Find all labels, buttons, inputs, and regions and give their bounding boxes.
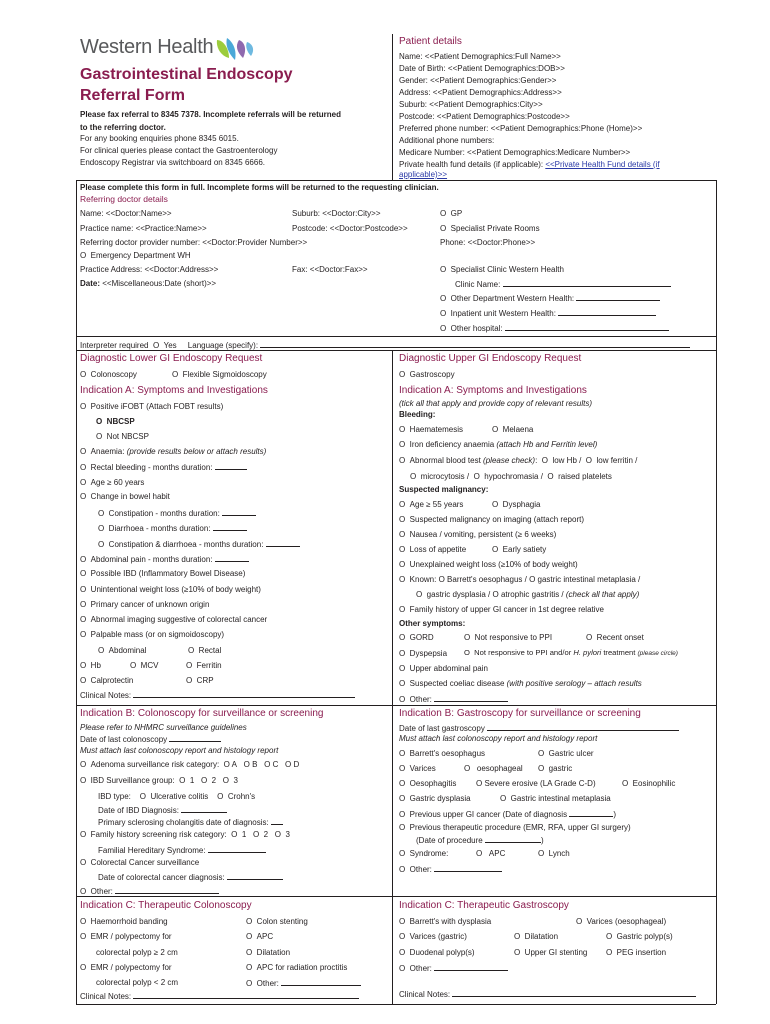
gord-option[interactable]: O GORD bbox=[399, 633, 434, 642]
must-attach-note: Must attach last colonoscopy report and histology report bbox=[80, 746, 279, 755]
divider bbox=[76, 1004, 716, 1005]
gastric-polyp-option[interactable]: O Gastric polyp(s) bbox=[606, 932, 673, 941]
divider bbox=[76, 180, 716, 181]
barretts-oes-option[interactable]: O Barrett's oesophagus bbox=[399, 749, 486, 758]
language-input[interactable] bbox=[260, 340, 690, 348]
apc-option[interactable]: O APC bbox=[246, 932, 274, 941]
lower-c-notes[interactable]: Clinical Notes: bbox=[80, 991, 359, 1001]
booking-info: For any booking enquiries phone 8345 6015. bbox=[80, 134, 239, 143]
melaena-option[interactable]: O Melaena bbox=[492, 425, 534, 434]
patient-gender: Gender: <<Patient Demographics:Gender>> bbox=[399, 76, 557, 85]
ugi-stent-option[interactable]: O Upper GI stenting bbox=[514, 948, 588, 957]
upper-c-notes[interactable]: Clinical Notes: bbox=[399, 989, 696, 999]
eosinophilic-option[interactable]: O Eosinophilic bbox=[622, 779, 676, 788]
microcytosis-option[interactable]: O microcytosis / bbox=[410, 472, 470, 481]
doctor-title: Referring doctor details bbox=[80, 194, 168, 204]
gastric-option[interactable]: O gastric bbox=[538, 764, 573, 773]
doctor-suburb: Suburb: <<Doctor:City>> bbox=[292, 209, 381, 218]
form-title-line2: Referral Form bbox=[80, 87, 185, 104]
emr-large-option[interactable]: O EMR / polypectomy for bbox=[80, 932, 172, 941]
apc-radiation-option[interactable]: O APC for radiation proctitis bbox=[246, 963, 348, 972]
divider bbox=[76, 350, 716, 351]
varices-option[interactable]: O Varices bbox=[399, 764, 436, 773]
abn-imaging-option[interactable]: O Abnormal imaging suggestive of colorectal cancer bbox=[80, 615, 268, 624]
upper-must-attach-note: Must attach last colonoscopy report and histology report bbox=[399, 734, 598, 743]
nausea-option[interactable]: O Nausea / vomiting, persistent (≥ 6 weeks) bbox=[399, 530, 557, 539]
other-dept-option[interactable]: O Other Department Western Health: bbox=[440, 293, 660, 303]
low-ferritin-option[interactable]: O low ferritin / bbox=[585, 456, 638, 465]
family-history-row: O Family history screening risk category: O 1 O 2 O 3 bbox=[80, 830, 290, 839]
gim-b-option[interactable]: O Gastric intestinal metaplasia bbox=[500, 794, 611, 803]
upper-abdo-pain-option[interactable]: O Upper abdominal pain bbox=[399, 664, 488, 673]
lower-gi-title: Diagnostic Lower GI Endoscopy Request bbox=[80, 353, 263, 364]
prev-ther-option[interactable]: O Previous therapeutic procedure (EMR, RFA, upper GI surgery) bbox=[399, 823, 631, 832]
ibd-date-field[interactable]: Date of IBD Diagnosis: bbox=[98, 805, 227, 815]
suspected-label: Suspected malignancy: bbox=[399, 485, 489, 494]
patient-additional-phone: Additional phone numbers: bbox=[399, 136, 495, 145]
const-diarr-option[interactable]: O Constipation & diarrhoea - months duration: bbox=[98, 539, 300, 549]
weight-loss-option[interactable]: O Unintentional weight loss (≥10% of body weight) bbox=[80, 585, 261, 594]
adenoma-b[interactable]: O B bbox=[243, 760, 258, 769]
patient-dob: Date of Birth: <<Patient Demographics:DOB>> bbox=[399, 64, 565, 73]
upper-ind-b-title: Indication B: Gastroscopy for surveillance or screening bbox=[399, 708, 641, 719]
fax-note-2: to the referring doctor. bbox=[80, 123, 166, 132]
lower-ind-a-title: Indication A: Symptoms and Investigations bbox=[80, 385, 268, 396]
specialist-option[interactable]: O Specialist Private Rooms bbox=[440, 224, 540, 233]
practice-name: Practice name: <<Practice:Name>> bbox=[80, 224, 207, 233]
doctor-postcode: Postcode: <<Doctor:Postcode>> bbox=[292, 224, 408, 233]
lower-ind-b-title: Indication B: Colonoscopy for surveillance or screening bbox=[80, 708, 324, 719]
susp-imaging-option[interactable]: O Suspected malignancy on imaging (attach report) bbox=[399, 515, 584, 524]
colonoscopy-option[interactable]: O Colonoscopy bbox=[80, 370, 137, 379]
emergency-option[interactable]: O Emergency Department WH bbox=[80, 251, 191, 260]
peg-option[interactable]: O PEG insertion bbox=[606, 948, 667, 957]
emr-small-option[interactable]: O EMR / polypectomy for bbox=[80, 963, 172, 972]
patient-name: Name: <<Patient Demographics:Full Name>> bbox=[399, 52, 561, 61]
clinical-info: For clinical queries please contact the Gastroenterology bbox=[80, 146, 278, 155]
patient-title: Patient details bbox=[399, 36, 462, 47]
low-hb-option[interactable]: O low Hb / bbox=[541, 456, 582, 465]
health-fund-link-2[interactable]: applicable)>> bbox=[399, 170, 448, 179]
spec-clinic-option[interactable]: O Specialist Clinic Western Health bbox=[440, 265, 564, 274]
appetite-option[interactable]: O Loss of appetite bbox=[399, 545, 467, 554]
ibd-group-1[interactable]: O 1 bbox=[179, 776, 195, 785]
calprotectin-option[interactable]: O Calprotectin bbox=[80, 676, 134, 685]
coeliac-option[interactable]: O Suspected coeliac disease (with positive serology – attach results bbox=[399, 679, 642, 688]
family-2[interactable]: O 2 bbox=[252, 830, 269, 839]
dilatation-option[interactable]: O Dilatation bbox=[246, 948, 291, 957]
gim-option[interactable]: O gastric intestinal metaplasia / bbox=[529, 575, 641, 584]
interpreter-yes[interactable]: O Yes bbox=[152, 341, 177, 350]
varices-gas-option[interactable]: O Varices (gastric) bbox=[399, 932, 467, 941]
abdo-pain-option[interactable]: O Abdominal pain - months duration: bbox=[80, 554, 249, 564]
ibd-group-3[interactable]: O 3 bbox=[222, 776, 238, 785]
gastric-dys-option[interactable]: O Gastric dysplasia bbox=[399, 794, 471, 803]
logo bbox=[80, 36, 260, 66]
logo-mark-icon bbox=[213, 36, 257, 62]
fax-note: Please fax referral to 8345 7378. Incomplete referrals will be returned bbox=[80, 110, 342, 119]
adenoma-row: O Adenoma surveillance risk category: O A O B O C O D bbox=[80, 760, 300, 769]
barretts-dys-option[interactable]: O Barrett's with dysplasia bbox=[399, 917, 492, 926]
oesophagitis-option[interactable]: O Oesophagitis bbox=[399, 779, 457, 788]
gastric-ulcer-option[interactable]: O Gastric ulcer bbox=[538, 749, 594, 758]
prev-upper-option[interactable]: O Previous upper GI cancer (Date of diagnosis ) bbox=[399, 810, 616, 819]
nhmrc-note: Please refer to NHMRC surveillance guidelines bbox=[80, 723, 247, 732]
constipation-option[interactable]: O Constipation - months duration: bbox=[98, 508, 256, 518]
adenoma-c[interactable]: O C bbox=[264, 760, 279, 769]
hb-option[interactable]: O Hb bbox=[80, 661, 101, 670]
logo-text: Western Health bbox=[80, 36, 214, 58]
family-3[interactable]: O 3 bbox=[274, 830, 290, 839]
health-fund-label: Private health fund details (if applicable): bbox=[399, 160, 546, 169]
recent-onset-option[interactable]: O Recent onset bbox=[586, 633, 644, 642]
age55-option[interactable]: O Age ≥ 55 years bbox=[399, 500, 464, 509]
upper-ind-c-title: Indication C: Therapeutic Gastroscopy bbox=[399, 900, 569, 911]
patient-suburb: Suburb: <<Patient Demographics:City>> bbox=[399, 100, 543, 109]
abn-blood-row-2 bbox=[410, 472, 612, 481]
nbcsp-option[interactable]: O NBCSP bbox=[96, 417, 135, 426]
mcv-option[interactable]: O MCV bbox=[130, 661, 159, 670]
divider bbox=[392, 34, 393, 180]
clinic-name-field[interactable]: Clinic Name: bbox=[455, 279, 671, 289]
gord-not-ppi-option[interactable]: O Not responsive to PPI bbox=[464, 633, 553, 642]
barretts-option[interactable]: O Barrett's oesophagus / bbox=[438, 575, 527, 584]
severe-erosive-option[interactable]: O Severe erosive (LA Grade C-D) bbox=[476, 779, 596, 788]
family-1[interactable]: O 1 bbox=[231, 830, 247, 839]
upper-weight-option[interactable]: O Unexplained weight loss (≥10% of body weight) bbox=[399, 560, 578, 569]
doctor-phone: Phone: <<Doctor:Phone>> bbox=[440, 238, 536, 247]
lynch-option[interactable]: O Lynch bbox=[538, 849, 570, 858]
inpatient-option[interactable]: O Inpatient unit Western Health: bbox=[440, 308, 656, 318]
ibd-group-2[interactable]: O 2 bbox=[200, 776, 217, 785]
dysphagia-option[interactable]: O Dysphagia bbox=[492, 500, 541, 509]
fam-hist-option[interactable]: O Family history of upper GI cancer in 1st degree relative bbox=[399, 605, 604, 614]
dilatation-upper-option[interactable]: O Dilatation bbox=[514, 932, 559, 941]
practice-address: Practice Address: <<Doctor:Address>> bbox=[80, 265, 219, 274]
emr-large-size: colorectal polyp ≥ 2 cm bbox=[96, 948, 178, 957]
divider bbox=[76, 180, 77, 1004]
health-fund-link[interactable]: <<Private Health Fund details (if bbox=[545, 160, 660, 169]
abdominal-option[interactable]: O Abdominal bbox=[98, 646, 147, 655]
crc-date-field[interactable]: Date of colorectal cancer diagnosis: bbox=[98, 872, 283, 882]
known-row-2: O gastric dysplasia / O atrophic gastritis / (check all that apply) bbox=[416, 590, 640, 599]
form-title bbox=[80, 64, 292, 106]
known-row: O Known: O Barrett's oesophagus / O gastric intestinal metaplasia / bbox=[399, 575, 641, 584]
bowel-habit-option[interactable]: O Change in bowel habit bbox=[80, 492, 170, 501]
other-hospital-option[interactable]: O Other hospital: bbox=[440, 323, 669, 333]
ferritin-option[interactable]: O Ferritin bbox=[186, 661, 222, 670]
varices-oes-option[interactable]: O Varices (oesophageal) bbox=[576, 917, 667, 926]
apc-syndrome-option[interactable]: O APC bbox=[476, 849, 506, 858]
flex-sig-option[interactable]: O Flexible Sigmoidoscopy bbox=[172, 370, 267, 379]
registrar-info: Endoscopy Registrar via switchboard on 8345 6666. bbox=[80, 158, 265, 167]
crp-option[interactable]: O CRP bbox=[186, 676, 214, 685]
interpreter-row: Interpreter required O Yes Language (specify): bbox=[80, 340, 690, 350]
date-proc-field[interactable]: (Date of procedure ) bbox=[416, 836, 544, 845]
palpable-option[interactable]: O Palpable mass (or on sigmoidoscopy) bbox=[80, 630, 225, 639]
patient-address: Address: <<Patient Demographics:Address>> bbox=[399, 88, 562, 97]
provider-number: Referring doctor provider number: <<Doctor:Provider Number>> bbox=[80, 238, 308, 247]
familial-field[interactable]: Familial Hereditary Syndrome: bbox=[98, 845, 266, 855]
form-title-line1: Gastrointestinal Endoscopy bbox=[80, 66, 293, 83]
duodenal-option[interactable]: O Duodenal polyp(s) bbox=[399, 948, 475, 957]
gp-option[interactable]: O GP bbox=[440, 209, 463, 218]
anaemia-option[interactable]: O Anaemia: (provide results below or attach results) bbox=[80, 447, 267, 456]
syndrome-option[interactable]: O Syndrome: bbox=[399, 849, 449, 858]
complete-note: Please complete this form in full. Incomplete forms will be returned to the requesting clinician. bbox=[80, 183, 439, 192]
divider bbox=[716, 180, 717, 1004]
adenoma-a[interactable]: O A bbox=[223, 760, 237, 769]
emr-small-size: colorectal polyp < 2 cm bbox=[96, 978, 179, 987]
upper-b-other[interactable]: O Other: bbox=[399, 864, 502, 874]
lower-ind-c-title: Indication C: Therapeutic Colonoscopy bbox=[80, 900, 252, 911]
oesophageal-option[interactable]: O oesophageal bbox=[464, 764, 523, 773]
ibd-type-row: IBD type: O Ulcerative colitis O Crohn's bbox=[98, 792, 256, 801]
gastric-dysplasia-option[interactable]: O gastric dysplasia / bbox=[416, 590, 491, 599]
fobt-option[interactable]: O Positive iFOBT (Attach FOBT results) bbox=[80, 402, 224, 411]
upper-gi-title: Diagnostic Upper GI Endoscopy Request bbox=[399, 353, 582, 364]
patient-medicare: Medicare Number: <<Patient Demographics:Medicare Number>> bbox=[399, 148, 631, 157]
doctor-fax: Fax: <<Doctor:Fax>> bbox=[292, 265, 368, 274]
last-gastroscopy-field[interactable]: Date of last gastroscopy bbox=[399, 723, 679, 733]
haem-banding-option[interactable]: O Haemorrhoid banding bbox=[80, 917, 168, 926]
psc-date-field[interactable]: Primary sclerosing cholangitis date of diagnosis: bbox=[98, 817, 283, 827]
upper-a-other[interactable]: O Other: bbox=[399, 694, 508, 704]
patient-phone: Preferred phone number: <<Patient Demographics:Phone (Home)>> bbox=[399, 124, 643, 133]
other-symptoms-label: Other symptoms: bbox=[399, 619, 466, 628]
date-field: Date: <<Miscellaneous:Date (short)>> bbox=[80, 279, 217, 288]
dyspepsia-not-ppi-option[interactable]: O Not responsive to PPI and/or H. pylori treatment (please circle) bbox=[464, 648, 678, 657]
colon-stent-option[interactable]: O Colon stenting bbox=[246, 917, 308, 926]
raised-platelets-option[interactable]: O raised platelets bbox=[547, 472, 612, 481]
lower-clinical-notes[interactable]: Clinical Notes: bbox=[80, 690, 355, 700]
rectal-bleeding-option[interactable]: O Rectal bleeding - months duration: bbox=[80, 462, 247, 472]
divider bbox=[76, 705, 716, 706]
upper-ind-a-title: Indication A: Symptoms and Investigations bbox=[399, 385, 587, 396]
crohns-option[interactable]: O Crohn's bbox=[217, 792, 256, 801]
primary-cancer-option[interactable]: O Primary cancer of unknown origin bbox=[80, 600, 210, 609]
bleeding-label: Bleeding: bbox=[399, 410, 436, 419]
atrophic-option[interactable]: O atrophic gastritis / bbox=[492, 590, 566, 599]
iron-option[interactable]: O Iron deficiency anaemia (attach Hb and Ferritin level) bbox=[399, 440, 598, 449]
doctor-name: Name: <<Doctor:Name>> bbox=[80, 209, 172, 218]
lower-b-other[interactable]: O Other: bbox=[80, 886, 219, 896]
patient-health-fund bbox=[399, 160, 660, 169]
haematemesis-option[interactable]: O Haematemesis bbox=[399, 425, 464, 434]
hypochromasia-option[interactable]: O hypochromasia / bbox=[473, 472, 543, 481]
crc-option[interactable]: O Colorectal Cancer surveillance bbox=[80, 858, 200, 867]
upper-c-other[interactable]: O Other: bbox=[399, 963, 508, 973]
not-nbcsp-option[interactable]: O Not NBCSP bbox=[96, 432, 149, 441]
uc-option[interactable]: O Ulcerative colitis bbox=[139, 792, 209, 801]
age60-option[interactable]: O Age ≥ 60 years bbox=[80, 478, 145, 487]
patient-postcode: Postcode: <<Patient Demographics:Postcode>> bbox=[399, 112, 570, 121]
ibd-option[interactable]: O Possible IBD (Inflammatory Bowel Disease) bbox=[80, 569, 246, 578]
adenoma-d[interactable]: O D bbox=[285, 760, 300, 769]
rectal-option[interactable]: O Rectal bbox=[188, 646, 222, 655]
lower-c-other[interactable]: O Other: bbox=[246, 978, 361, 988]
tick-note: (tick all that apply and provide copy of relevant results) bbox=[399, 399, 592, 408]
satiety-option[interactable]: O Early satiety bbox=[492, 545, 547, 554]
abn-blood-row: O Abnormal blood test (please check): O low Hb / O low ferritin / bbox=[399, 456, 638, 465]
ibd-group-row: O IBD Surveillance group: O 1 O 2 O 3 bbox=[80, 776, 238, 785]
divider bbox=[392, 350, 393, 1004]
divider bbox=[76, 336, 716, 337]
dyspepsia-option[interactable]: O Dyspepsia bbox=[399, 649, 448, 658]
diarrhoea-option[interactable]: O Diarrhoea - months duration: bbox=[98, 523, 247, 533]
gastroscopy-option[interactable]: O Gastroscopy bbox=[399, 370, 455, 379]
last-colonoscopy-field[interactable]: Date of last colonoscopy bbox=[80, 734, 221, 744]
